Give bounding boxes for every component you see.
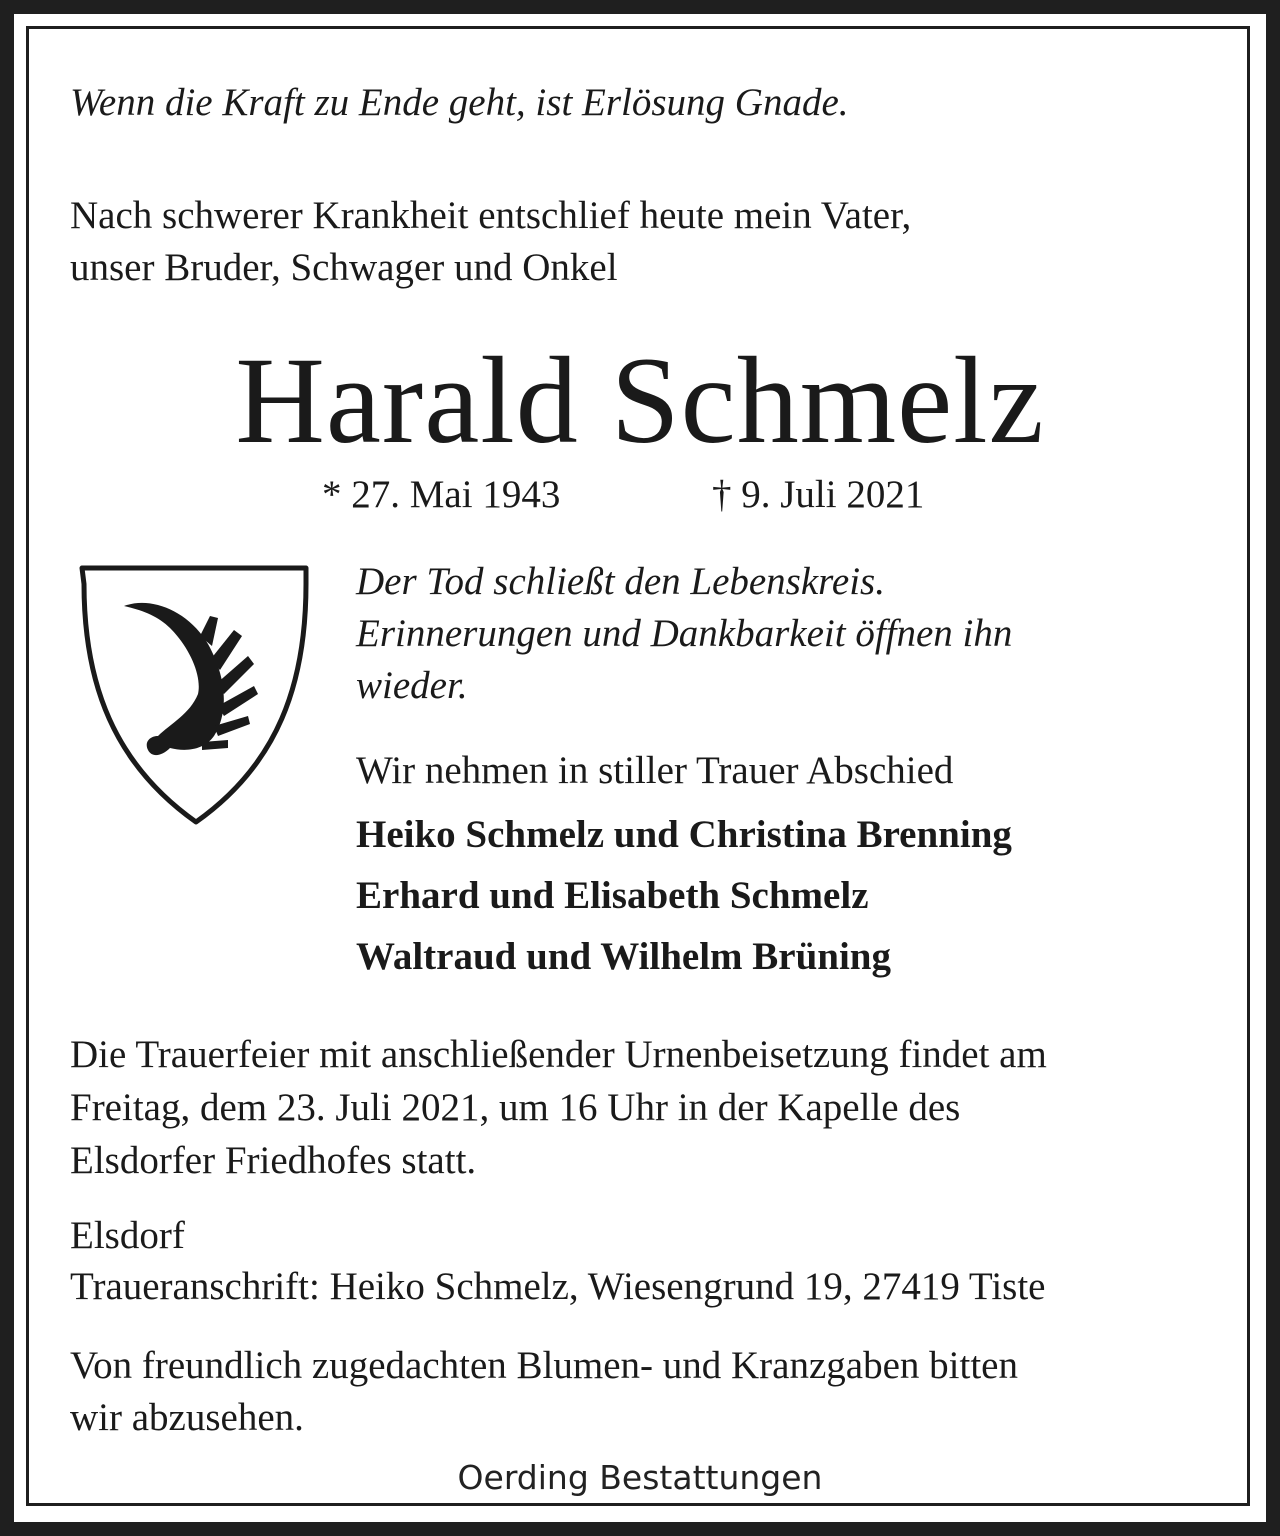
service-line: Elsdorfer Friedhofes statt.	[70, 1139, 477, 1182]
flowers-line: wir abzusehen.	[70, 1396, 304, 1439]
intro-line: unser Bruder, Schwager und Onkel	[70, 246, 618, 289]
family-member-line: Erhard und Elisabeth Schmelz	[356, 874, 869, 917]
quote-line: Der Tod schließt den Lebenskreis.	[356, 560, 885, 603]
undertaker-name: Oerding Bestattungen	[457, 1458, 823, 1497]
coat-of-arms-antler-icon	[78, 564, 312, 828]
quote-line: Erinnerungen und Dankbarkeit öffnen ihn	[356, 612, 1013, 655]
service-line: Freitag, dem 23. Juli 2021, um 16 Uhr in der Kapelle des	[70, 1086, 961, 1129]
flowers-line: Von freundlich zugedachten Blumen- und Kranzgaben bitten	[70, 1344, 1018, 1387]
mourning-line: Wir nehmen in stiller Trauer Abschied	[356, 749, 954, 792]
mourning-address: Traueranschrift: Heiko Schmelz, Wiesengrund 19, 27419 Tiste	[70, 1265, 1046, 1308]
place-and-address	[70, 1210, 1046, 1312]
quote-text	[356, 556, 1012, 712]
service-line: Die Trauerfeier mit anschließender Urnenbeisetzung findet am	[70, 1033, 1047, 1076]
intro-text	[70, 190, 911, 294]
motto-text: Wenn die Kraft zu Ende geht, ist Erlösung Gnade.	[70, 81, 849, 124]
family-member-line: Heiko Schmelz und Christina Brenning	[356, 813, 1012, 856]
family-member-line: Waltraud und Wilhelm Brüning	[356, 935, 891, 978]
deceased-name: Harald Schmelz	[235, 332, 1045, 469]
service-info	[70, 1028, 1047, 1187]
place-name: Elsdorf	[70, 1214, 185, 1257]
flowers-note	[70, 1340, 1018, 1444]
birth-date: * 27. Mai 1943	[322, 473, 561, 516]
quote-line: wieder.	[356, 664, 468, 707]
death-date: † 9. Juli 2021	[712, 473, 925, 516]
intro-line: Nach schwerer Krankheit entschlief heute mein Vater,	[70, 194, 912, 237]
